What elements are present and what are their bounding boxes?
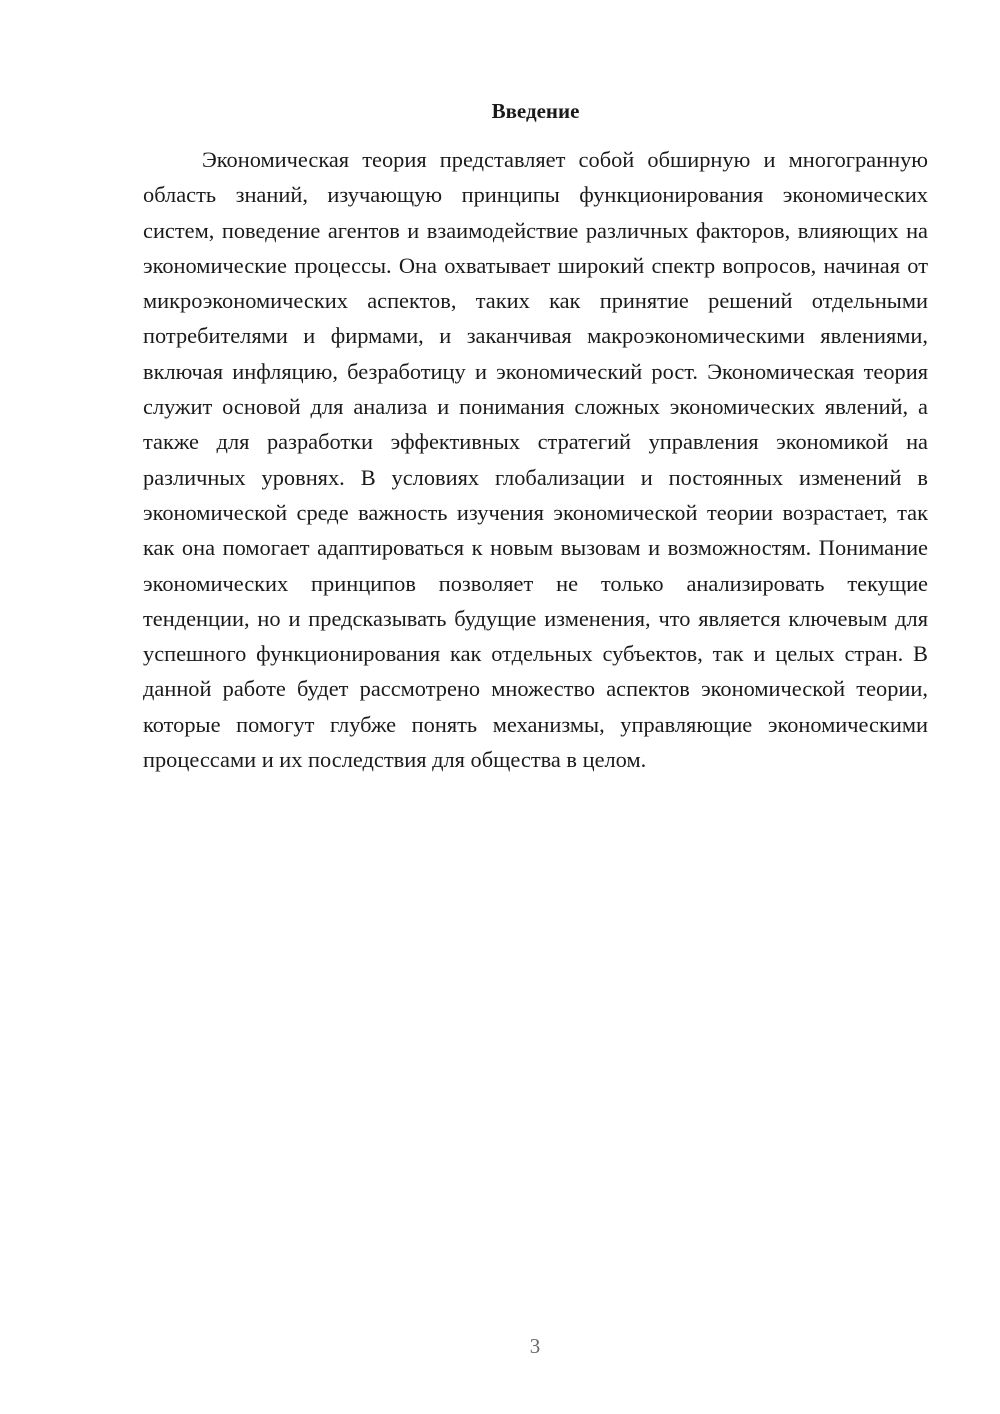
body-paragraph: Экономическая теория представляет собой обширную и многогранную область знаний, изучающую принципы функционирования экономических систем, поведение агентов и взаимодействие различных факторов, влияющих на экономические процессы. Она охватывает широкий спектр вопросов, начиная от микроэкономических аспектов, таких как принятие решений отдельными потребителями и фирмами, и заканчивая макроэкономическими явлениями, включая инфляцию, безработицу и экономический рост. Экономическая теория служит основой для анализа и понимания сложных экономических явлений, а также для разработки эффективных стратегий управления экономикой на различных уровнях. В условиях глобализации и постоянных изменений в экономической среде важность изучения экономической теории возрастает, так как она помогает адаптироваться к новым вызовам и возможностям. Понимание экономических принципов позволяет не только анализировать текущие тенденции, но и предсказывать будущие изменения, что является ключевым для успешного функционирования как отдельных субъектов, так и целых стран. В данной работе будет рассмотрено множество аспектов экономической теории, которые помогут глубже понять механизмы, управляющие экономическими процессами и их последствия для общества в целом. [143, 147, 928, 773]
section-heading: Введение [491, 99, 580, 123]
page-number: 3 [529, 1334, 541, 1358]
